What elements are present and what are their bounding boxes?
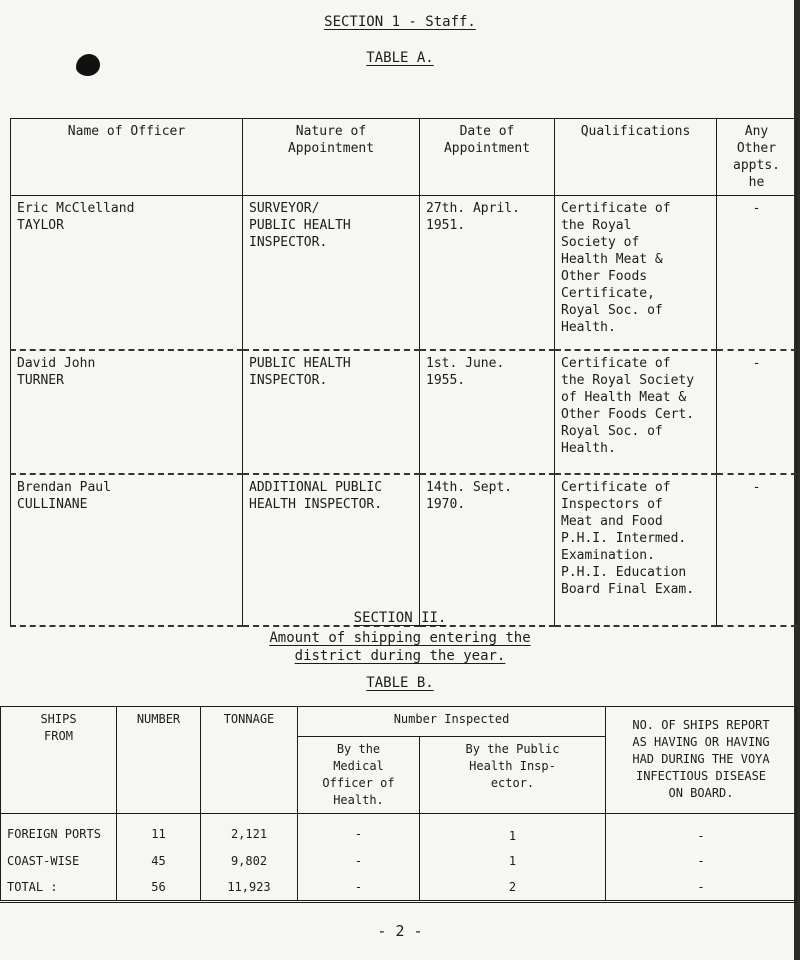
- other-appointments: -: [717, 196, 797, 350]
- ships-from: TOTAL :: [1, 875, 117, 902]
- header-other: Any Other appts. he: [717, 119, 797, 196]
- table-row: [1, 875, 797, 902]
- table-a-header: [11, 119, 797, 196]
- header-ships-from: SHIPS FROM: [1, 707, 117, 814]
- inspected-by-phi: 1: [420, 849, 606, 875]
- ships-tonnage: 11,923: [201, 875, 298, 902]
- header-quals: Qualifications: [555, 119, 717, 196]
- ships-tonnage: 2,121: [201, 814, 298, 850]
- header-by-phi: By the Public Health Insp- ector.: [420, 737, 606, 814]
- ships-number: 45: [117, 849, 201, 875]
- table-b-title: TABLE B.: [366, 675, 434, 691]
- header-tonnage: TONNAGE: [201, 707, 298, 814]
- header-number: NUMBER: [117, 707, 201, 814]
- header-inspected: Number Inspected: [298, 707, 606, 737]
- other-appointments: -: [717, 350, 797, 474]
- ships-from: COAST-WISE: [1, 849, 117, 875]
- appointment-nature: SURVEYOR/ PUBLIC HEALTH INSPECTOR.: [243, 196, 420, 350]
- officer-name: David John TURNER: [11, 350, 243, 474]
- ships-reported: -: [606, 814, 797, 850]
- other-appointments: -: [717, 474, 797, 626]
- inspected-by-mo: -: [298, 814, 420, 850]
- qualifications: Certificate of the Royal Society of Health Meat & Other Foods Certificate, Royal Soc. of Health.: [555, 196, 717, 350]
- ships-tonnage: 9,802: [201, 849, 298, 875]
- inspected-by-phi: 1: [420, 814, 606, 850]
- table-row: [11, 474, 797, 626]
- inspected-by-mo: -: [298, 849, 420, 875]
- appointment-date: 14th. Sept. 1970.: [420, 474, 555, 626]
- page-number: - 2 -: [377, 922, 423, 940]
- header-nature: Nature of Appointment: [243, 119, 420, 196]
- table-row: [1, 814, 797, 850]
- appointment-nature: ADDITIONAL PUBLIC HEALTH INSPECTOR.: [243, 474, 420, 626]
- header-by-mo: By the Medical Officer of Health.: [298, 737, 420, 814]
- table-a-title: TABLE A.: [366, 50, 434, 66]
- table-row: [1, 849, 797, 875]
- inspected-by-mo: -: [298, 875, 420, 902]
- table-row: [11, 196, 797, 350]
- header-name: Name of Officer: [11, 119, 243, 196]
- section-1-heading: SECTION 1 - Staff.: [324, 14, 476, 30]
- officer-name: Brendan Paul CULLINANE: [11, 474, 243, 626]
- header-reported: NO. OF SHIPS REPORT AS HAVING OR HAVING HAD DURING THE VOYA INFECTIOUS DISEASE ON BOARD.: [606, 707, 797, 814]
- ships-number: 56: [117, 875, 201, 902]
- section-2-heading: SECTION II.: [353, 610, 447, 626]
- ships-reported: -: [606, 875, 797, 902]
- ships-reported: -: [606, 849, 797, 875]
- inspected-by-phi: 2: [420, 875, 606, 902]
- appointment-date: 1st. June. 1955.: [420, 350, 555, 474]
- section-2-subheading-1: Amount of shipping entering the: [269, 630, 531, 646]
- appointment-nature: PUBLIC HEALTH INSPECTOR.: [243, 350, 420, 474]
- table-b-header-top: [1, 707, 797, 737]
- ships-from: FOREIGN PORTS: [1, 814, 117, 850]
- section-2-subheading-2: district during the year.: [294, 648, 506, 664]
- ships-number: 11: [117, 814, 201, 850]
- header-date: Date of Appointment: [420, 119, 555, 196]
- qualifications: Certificate of the Royal Society of Health Meat & Other Foods Cert. Royal Soc. of Health.: [555, 350, 717, 474]
- table-a: [10, 118, 797, 627]
- table-row: [11, 350, 797, 474]
- appointment-date: 27th. April. 1951.: [420, 196, 555, 350]
- qualifications: Certificate of Inspectors of Meat and Food P.H.I. Intermed. Examination. P.H.I. Education Board Final Exam.: [555, 474, 717, 626]
- table-b: [0, 706, 797, 903]
- officer-name: Eric McClelland TAYLOR: [11, 196, 243, 350]
